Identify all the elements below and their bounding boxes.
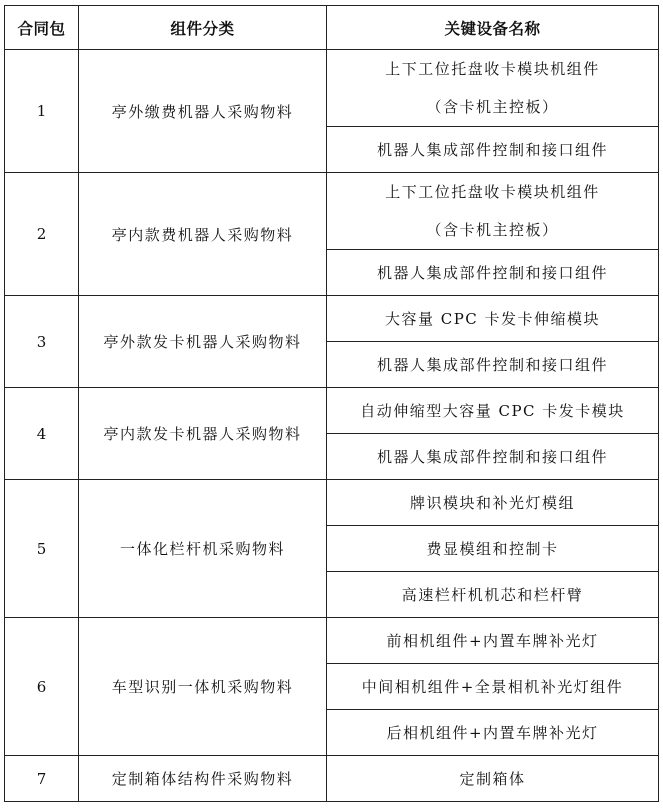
package-number: 2 — [5, 173, 79, 296]
component-category: 亭外款发卡机器人采购物料 — [79, 296, 327, 388]
header-row — [5, 6, 659, 50]
device-line: （含卡机主控板） — [426, 221, 559, 239]
device-name: 机器人集成部件控制和接口组件 — [327, 127, 659, 173]
device-name: 机器人集成部件控制和接口组件 — [327, 250, 659, 296]
device-line: 上下工位托盘收卡模块机组件 — [385, 60, 600, 78]
device-name: 自动伸缩型大容量 CPC 卡发卡模块 — [327, 388, 659, 434]
header-package: 合同包 — [5, 6, 79, 50]
package-number: 1 — [5, 50, 79, 173]
component-category: 定制箱体结构件采购物料 — [79, 756, 327, 802]
table-row — [5, 756, 659, 802]
device-line: （含卡机主控板） — [426, 98, 559, 116]
table-row — [5, 480, 659, 526]
package-number: 5 — [5, 480, 79, 618]
component-category: 车型识别一体机采购物料 — [79, 618, 327, 756]
table-row — [5, 388, 659, 434]
device-name — [327, 50, 659, 127]
package-number: 4 — [5, 388, 79, 480]
table-row — [5, 50, 659, 127]
device-line: 上下工位托盘收卡模块机组件 — [385, 183, 600, 201]
device-name: 高速栏杆机机芯和栏杆臂 — [327, 572, 659, 618]
procurement-table — [4, 5, 659, 802]
device-name: 中间相机组件+全景相机补光灯组件 — [327, 664, 659, 710]
device-name: 大容量 CPC 卡发卡伸缩模块 — [327, 296, 659, 342]
table-row — [5, 173, 659, 250]
device-name: 机器人集成部件控制和接口组件 — [327, 434, 659, 480]
table-row — [5, 618, 659, 664]
header-category: 组件分类 — [79, 6, 327, 50]
header-device-name: 关键设备名称 — [327, 6, 659, 50]
component-category: 一体化栏杆机采购物料 — [79, 480, 327, 618]
component-category: 亭外缴费机器人采购物料 — [79, 50, 327, 173]
device-name: 前相机组件+内置车牌补光灯 — [327, 618, 659, 664]
device-name: 定制箱体 — [327, 756, 659, 802]
device-name: 后相机组件+内置车牌补光灯 — [327, 710, 659, 756]
device-name: 费显模组和控制卡 — [327, 526, 659, 572]
table-row — [5, 296, 659, 342]
package-number: 6 — [5, 618, 79, 756]
component-category: 亭内款费机器人采购物料 — [79, 173, 327, 296]
device-name: 牌识模块和补光灯模组 — [327, 480, 659, 526]
package-number: 7 — [5, 756, 79, 802]
package-number: 3 — [5, 296, 79, 388]
device-name — [327, 173, 659, 250]
component-category: 亭内款发卡机器人采购物料 — [79, 388, 327, 480]
device-name: 机器人集成部件控制和接口组件 — [327, 342, 659, 388]
